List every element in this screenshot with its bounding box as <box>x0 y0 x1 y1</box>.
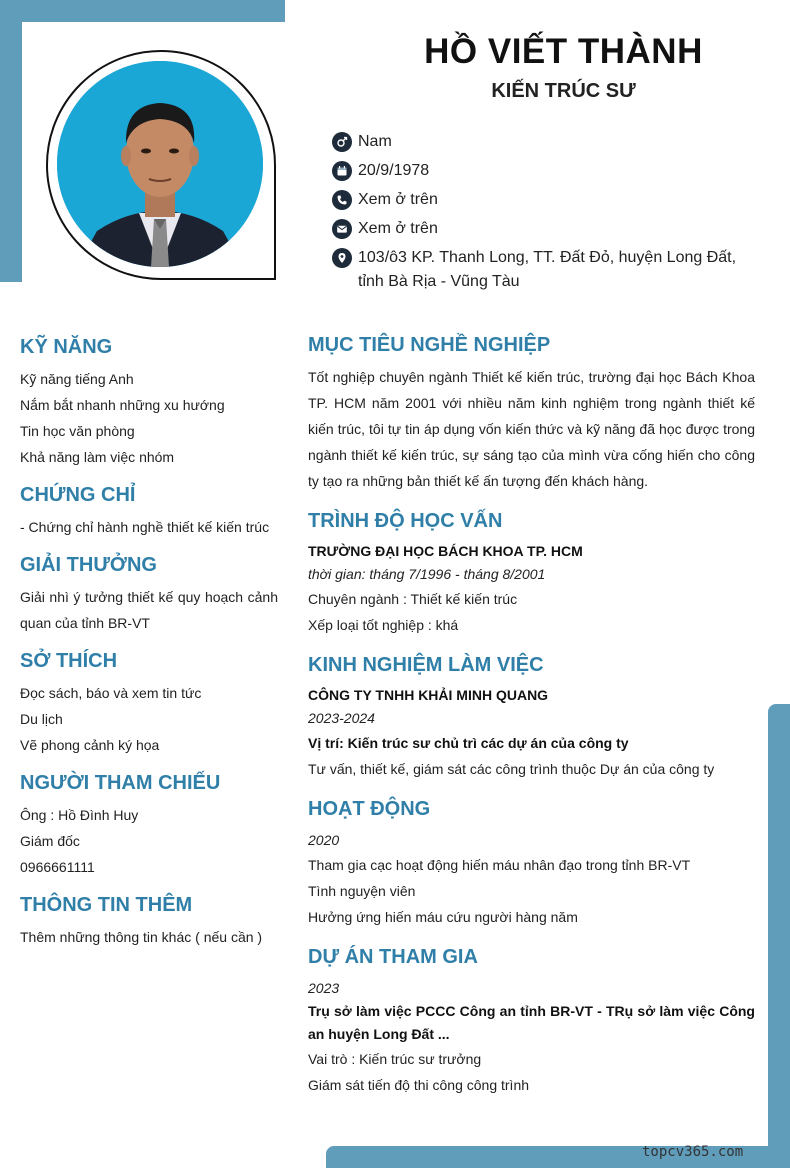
more-info-title: THÔNG TIN THÊM <box>20 894 193 916</box>
education-grade: Xếp loại tốt nghiệp : khá <box>308 617 459 633</box>
experience-description: Tư vấn, thiết kế, giám sát các công trình thuộc Dự án của công ty <box>308 761 715 777</box>
awards-section <box>20 552 278 636</box>
list-item: - Chứng chỉ hành nghề thiết kế kiến trúc <box>20 519 270 535</box>
skills-section <box>20 334 278 470</box>
calendar-icon <box>332 161 352 181</box>
contact-address <box>332 246 762 294</box>
skills-title: KỸ NĂNG <box>20 336 113 358</box>
more-info-text: Thêm những thông tin khác ( nếu cần ) <box>20 929 263 945</box>
watermark: topcv365.com <box>642 1144 744 1160</box>
list-item: Đọc sách, báo và xem tin tức <box>20 685 202 701</box>
list-item: Du lịch <box>20 711 63 727</box>
contact-birthday-text: 20/9/1978 <box>358 162 430 179</box>
objective-section <box>308 332 755 494</box>
list-item: Khả năng làm việc nhóm <box>20 449 175 465</box>
contact-email <box>332 217 762 241</box>
contact-email-text: Xem ở trên <box>358 220 438 237</box>
list-item: 0966661111 <box>20 859 95 875</box>
location-icon <box>332 248 352 268</box>
candidate-role: KIẾN TRÚC SƯ <box>491 80 636 102</box>
awards-text: Giải nhì ý tưởng thiết kế quy hoạch cảnh quan của tỉnh BR-VT <box>20 589 278 631</box>
phone-icon <box>332 190 352 210</box>
contact-phone <box>332 188 762 212</box>
objective-title: MỤC TIÊU NGHỀ NGHIỆP <box>308 334 551 356</box>
certificates-section <box>20 482 278 540</box>
experience-period: 2023-2024 <box>308 710 375 726</box>
list-item: Kỹ năng tiếng Anh <box>20 371 134 387</box>
experience-section <box>308 652 755 782</box>
list-item: Tin học văn phòng <box>20 423 135 439</box>
projects-year: 2023 <box>308 980 340 996</box>
decorative-frame-right <box>768 704 790 1168</box>
list-item: Giám đốc <box>20 833 80 849</box>
contact-list <box>332 130 762 299</box>
certificates-title: CHỨNG CHỈ <box>20 484 136 506</box>
right-column <box>308 332 755 1112</box>
education-title: TRÌNH ĐỘ HỌC VẤN <box>308 510 503 532</box>
list-item: Tình nguyện viên <box>308 883 416 899</box>
projects-section <box>308 944 755 1098</box>
references-section <box>20 770 278 880</box>
more-info-section <box>20 892 278 950</box>
projects-task: Giám sát tiến độ thi công công trình <box>308 1077 530 1093</box>
contact-address-text: 103/ô3 KP. Thanh Long, TT. Đất Đỏ, huyện Long Đất, tỉnh Bà Rịa - Vũng Tàu <box>358 249 737 290</box>
list-item: Vẽ phong cảnh ký họa <box>20 737 160 753</box>
hobbies-title: SỞ THÍCH <box>20 650 118 672</box>
education-time: thời gian: tháng 7/1996 - tháng 8/2001 <box>308 566 546 582</box>
activities-section <box>308 796 755 930</box>
activities-title: HOẠT ĐỘNG <box>308 798 431 820</box>
projects-role: Vai trò : Kiến trúc sư trưởng <box>308 1051 482 1067</box>
education-major: Chuyên ngành : Thiết kế kiến trúc <box>308 591 518 607</box>
projects-title: DỰ ÁN THAM GIA <box>308 946 478 968</box>
experience-position: Vị trí: Kiến trúc sư chủ trì các dự án của công ty <box>308 735 629 751</box>
list-item: Tham gia cạc hoạt động hiến máu nhân đạo trong tỉnh BR-VT <box>308 857 691 873</box>
list-item: Hưởng ứng hiến máu cứu người hàng năm <box>308 909 578 925</box>
left-column <box>20 334 278 962</box>
email-icon <box>332 219 352 239</box>
contact-phone-text: Xem ở trên <box>358 191 438 208</box>
objective-text: Tốt nghiệp chuyên ngành Thiết kế kiến trúc, trường đại học Bách Khoa TP. HCM năm 2001 với nhiều năm kinh nghiệm trong ngành thiết kế kiến trúc, tôi tự tin áp dụng vốn kiến thức và kỹ năng đã học được trong ngành thiết kế kiến trúc, sự sáng tạo của mình vừa cống hiến cho công ty tạo ra những bản thiết kế ấn tượng đến khách hàng. <box>308 369 755 489</box>
education-school: TRƯỜNG ĐẠI HỌC BÁCH KHOA TP. HCM <box>308 543 583 559</box>
experience-company: CÔNG TY TNHH KHẢI MINH QUANG <box>308 687 549 703</box>
contact-gender-text: Nam <box>358 133 392 150</box>
experience-title: KINH NGHIỆM LÀM VIỆC <box>308 654 544 676</box>
education-section <box>308 508 755 638</box>
contact-gender <box>332 130 762 154</box>
references-title: NGƯỜI THAM CHIẾU <box>20 772 221 794</box>
candidate-name: HỒ VIẾT THÀNH <box>424 32 703 71</box>
profile-photo <box>57 61 263 267</box>
list-item: Ông : Hồ Đình Huy <box>20 807 139 823</box>
gender-icon <box>332 132 352 152</box>
activities-year: 2020 <box>308 832 340 848</box>
awards-title: GIẢI THƯỞNG <box>20 554 157 576</box>
list-item: Nắm bắt nhanh những xu hướng <box>20 397 225 413</box>
portrait-illustration <box>57 61 263 267</box>
projects-name: Trụ sở làm việc PCCC Công an tỉnh BR-VT - TRụ sở làm việc Công an huyện Long Đất ... <box>308 1003 755 1042</box>
hobbies-section <box>20 648 278 758</box>
contact-birthday <box>332 159 762 183</box>
